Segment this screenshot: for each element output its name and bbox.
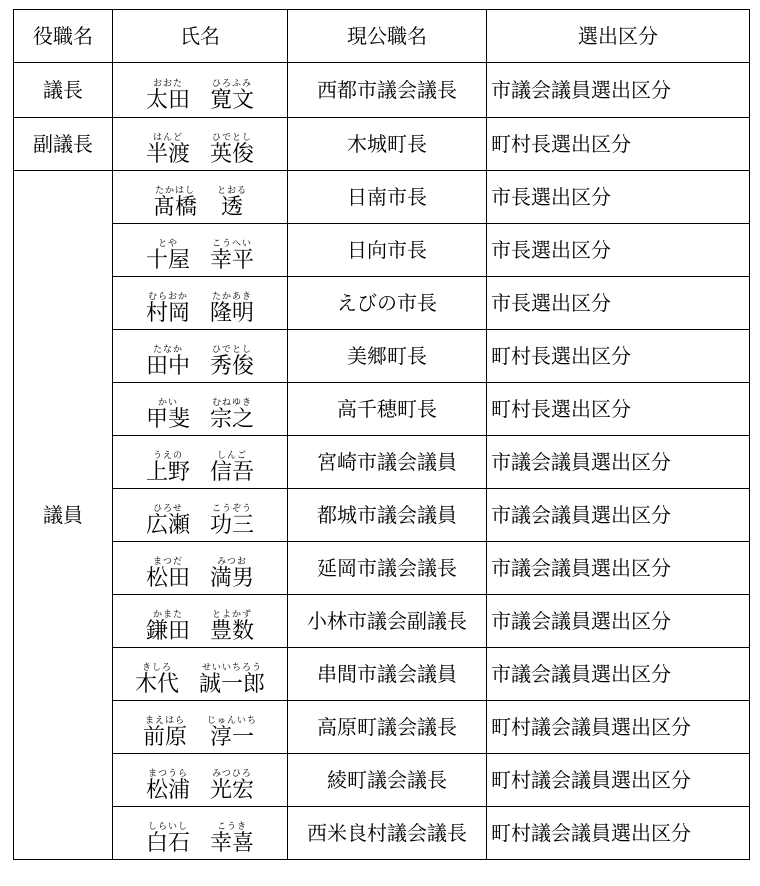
person-name [146, 346, 254, 378]
table-row [14, 701, 750, 754]
office-cell: えびの市長 [288, 277, 487, 330]
district-cell: 町村議会議員選出区分 [487, 754, 750, 807]
name-cell [113, 489, 288, 542]
family-name-kanji: 木代 [134, 671, 179, 697]
given-name [207, 717, 257, 749]
table-row [14, 807, 750, 860]
family-name-kanji: 村岡 [145, 300, 190, 326]
office-cell: 延岡市議会議長 [288, 542, 487, 595]
district-cell: 町村長選出区分 [487, 330, 750, 383]
given-name-kanji: 淳一 [210, 724, 255, 750]
office-cell: 木城町長 [288, 118, 487, 171]
given-name [199, 664, 265, 696]
family-name [146, 399, 190, 431]
given-name-furigana: むねゆき [212, 397, 253, 408]
given-name [210, 134, 254, 166]
person-name [135, 664, 265, 696]
family-name [146, 293, 190, 325]
district-cell: 市議会議員選出区分 [487, 648, 750, 701]
name-cell [113, 754, 288, 807]
given-name-kanji: 隆明 [210, 300, 255, 326]
given-name-kanji: 寛文 [210, 87, 255, 113]
given-name [210, 399, 254, 431]
given-name-furigana: とよかず [212, 609, 253, 620]
district-cell: 町村長選出区分 [487, 383, 750, 436]
family-name-furigana: まつうら [147, 768, 188, 779]
name-cell [113, 277, 288, 330]
family-name-furigana: たかはし [154, 185, 195, 196]
given-name-furigana: ひでとし [212, 132, 253, 143]
given-name-kanji: 誠一郎 [199, 671, 266, 697]
name-cell [113, 330, 288, 383]
district-cell: 町村議会議員選出区分 [487, 701, 750, 754]
given-name [210, 505, 254, 537]
family-name-kanji: 松田 [145, 565, 190, 591]
family-name [143, 717, 187, 749]
family-name-kanji: 田中 [145, 353, 190, 379]
given-name-furigana: ひろふみ [212, 78, 253, 89]
header-role: 役職名 [14, 10, 113, 63]
name-cell [113, 224, 288, 277]
family-name-furigana: おおた [152, 78, 183, 89]
given-name-furigana: とおる [217, 185, 248, 196]
given-name-furigana: みつお [217, 556, 247, 567]
given-name [210, 293, 254, 325]
role-cell: 副議長 [14, 118, 113, 171]
family-name-furigana: かい [157, 397, 178, 408]
name-cell [113, 595, 288, 648]
family-name-kanji: 前原 [142, 724, 187, 750]
person-name [146, 399, 254, 431]
table-row [14, 648, 750, 701]
district-cell: 市長選出区分 [487, 171, 750, 224]
name-cell [113, 63, 288, 118]
given-name-kanji: 宗之 [210, 406, 255, 432]
family-name [146, 346, 190, 378]
person-name [146, 558, 254, 590]
family-name-kanji: 十屋 [145, 247, 190, 273]
family-name [146, 240, 190, 272]
person-name [146, 452, 254, 484]
header-district: 選出区分 [487, 10, 750, 63]
given-name-kanji: 豊数 [210, 618, 255, 644]
person-name [146, 770, 254, 802]
family-name-furigana: きしろ [141, 662, 172, 673]
given-name-furigana: こうへい [212, 238, 253, 249]
given-name-kanji: 幸平 [210, 247, 255, 273]
family-name-kanji: 太田 [145, 87, 190, 113]
family-name-furigana: とや [157, 238, 178, 249]
person-name [146, 240, 254, 272]
family-name-furigana: まえはら [144, 715, 185, 726]
family-name-furigana: かまた [152, 609, 183, 620]
family-name-kanji: 鎌田 [145, 618, 190, 644]
given-name [210, 611, 254, 643]
family-name [153, 187, 197, 219]
office-cell: 綾町議会議長 [288, 754, 487, 807]
name-cell [113, 118, 288, 171]
given-name-furigana: こうき [217, 821, 248, 832]
family-name-kanji: 松浦 [145, 777, 190, 803]
district-cell: 市議会議員選出区分 [487, 542, 750, 595]
person-name [146, 80, 254, 112]
family-name [146, 770, 190, 802]
family-name [146, 823, 190, 855]
family-name [135, 664, 179, 696]
role-cell: 議長 [14, 63, 113, 118]
table-row [14, 754, 750, 807]
family-name-furigana: むらおか [147, 291, 188, 302]
given-name-furigana: たかあき [212, 291, 253, 302]
given-name [210, 346, 254, 378]
table-row [14, 118, 750, 171]
name-cell [113, 436, 288, 489]
table-row [14, 63, 750, 118]
office-cell: 串間市議会議員 [288, 648, 487, 701]
family-name-furigana: はんど [152, 132, 183, 143]
table-row [14, 436, 750, 489]
family-name-kanji: 甲斐 [145, 406, 190, 432]
header-office: 現公職名 [288, 10, 487, 63]
district-cell: 市議会議員選出区分 [487, 489, 750, 542]
office-cell: 日向市長 [288, 224, 487, 277]
table-row [14, 171, 750, 224]
given-name-kanji: 秀俊 [210, 353, 255, 379]
family-name [146, 611, 190, 643]
district-cell: 町村議会議員選出区分 [487, 807, 750, 860]
name-cell [113, 648, 288, 701]
header-name: 氏名 [113, 10, 288, 63]
district-cell: 市長選出区分 [487, 277, 750, 330]
family-name-furigana: まつだ [152, 556, 183, 567]
family-name-furigana: うえの [152, 450, 183, 461]
given-name-furigana: しんご [217, 450, 248, 461]
office-cell: 美郷町長 [288, 330, 487, 383]
person-name [146, 505, 254, 537]
family-name-furigana: ひろせ [153, 503, 183, 514]
office-cell: 日南市長 [288, 171, 487, 224]
table-row [14, 542, 750, 595]
district-cell: 町村長選出区分 [487, 118, 750, 171]
given-name [210, 823, 254, 855]
family-name [146, 558, 190, 590]
office-cell: 都城市議会議員 [288, 489, 487, 542]
district-cell: 市議会議員選出区分 [487, 595, 750, 648]
name-cell [113, 807, 288, 860]
person-name [146, 823, 254, 855]
person-name [146, 611, 254, 643]
family-name-kanji: 髙橋 [152, 194, 197, 220]
name-cell [113, 701, 288, 754]
district-cell: 市長選出区分 [487, 224, 750, 277]
given-name [210, 770, 254, 802]
given-name-furigana: ひでとし [212, 344, 253, 355]
office-cell: 宮崎市議会議員 [288, 436, 487, 489]
name-cell [113, 383, 288, 436]
table-row [14, 383, 750, 436]
given-name-furigana: じゅんいち [207, 715, 258, 726]
district-cell: 市議会議員選出区分 [487, 63, 750, 118]
given-name [210, 558, 254, 590]
table-row [14, 277, 750, 330]
given-name-furigana: こうぞう [212, 503, 253, 514]
family-name [146, 134, 190, 166]
given-name-furigana: せいいちろう [202, 662, 263, 673]
given-name-kanji: 透 [221, 194, 244, 220]
person-name [146, 293, 254, 325]
given-name-kanji: 信吾 [210, 459, 255, 485]
given-name [210, 452, 254, 484]
table-row [14, 595, 750, 648]
header-row [14, 10, 750, 63]
family-name-furigana: しらいし [147, 821, 188, 832]
office-cell: 西米良村議会議長 [288, 807, 487, 860]
office-cell: 高千穂町長 [288, 383, 487, 436]
family-name [146, 452, 190, 484]
family-name [146, 505, 190, 537]
office-cell: 西都市議会議長 [288, 63, 487, 118]
given-name-kanji: 満男 [210, 565, 255, 591]
given-name-kanji: 功三 [210, 512, 255, 538]
family-name-furigana: たなか [152, 344, 183, 355]
given-name-kanji: 光宏 [210, 777, 255, 803]
office-cell: 小林市議会副議長 [288, 595, 487, 648]
role-cell: 議員 [14, 171, 113, 860]
person-name [153, 187, 247, 219]
person-name [146, 134, 254, 166]
family-name-kanji: 上野 [145, 459, 190, 485]
district-cell: 市議会議員選出区分 [487, 436, 750, 489]
given-name-kanji: 英俊 [210, 141, 255, 167]
person-name [143, 717, 257, 749]
table-row [14, 224, 750, 277]
table-row [14, 330, 750, 383]
given-name [217, 187, 247, 219]
name-cell [113, 542, 288, 595]
given-name [210, 80, 254, 112]
family-name [146, 80, 190, 112]
members-table [13, 9, 750, 860]
office-cell: 高原町議会議長 [288, 701, 487, 754]
family-name-kanji: 広瀬 [145, 512, 190, 538]
family-name-kanji: 半渡 [145, 141, 190, 167]
name-cell [113, 171, 288, 224]
family-name-kanji: 白石 [145, 830, 190, 856]
given-name-kanji: 幸喜 [210, 830, 255, 856]
table-row [14, 489, 750, 542]
given-name-furigana: みつひろ [212, 768, 252, 779]
given-name [210, 240, 254, 272]
